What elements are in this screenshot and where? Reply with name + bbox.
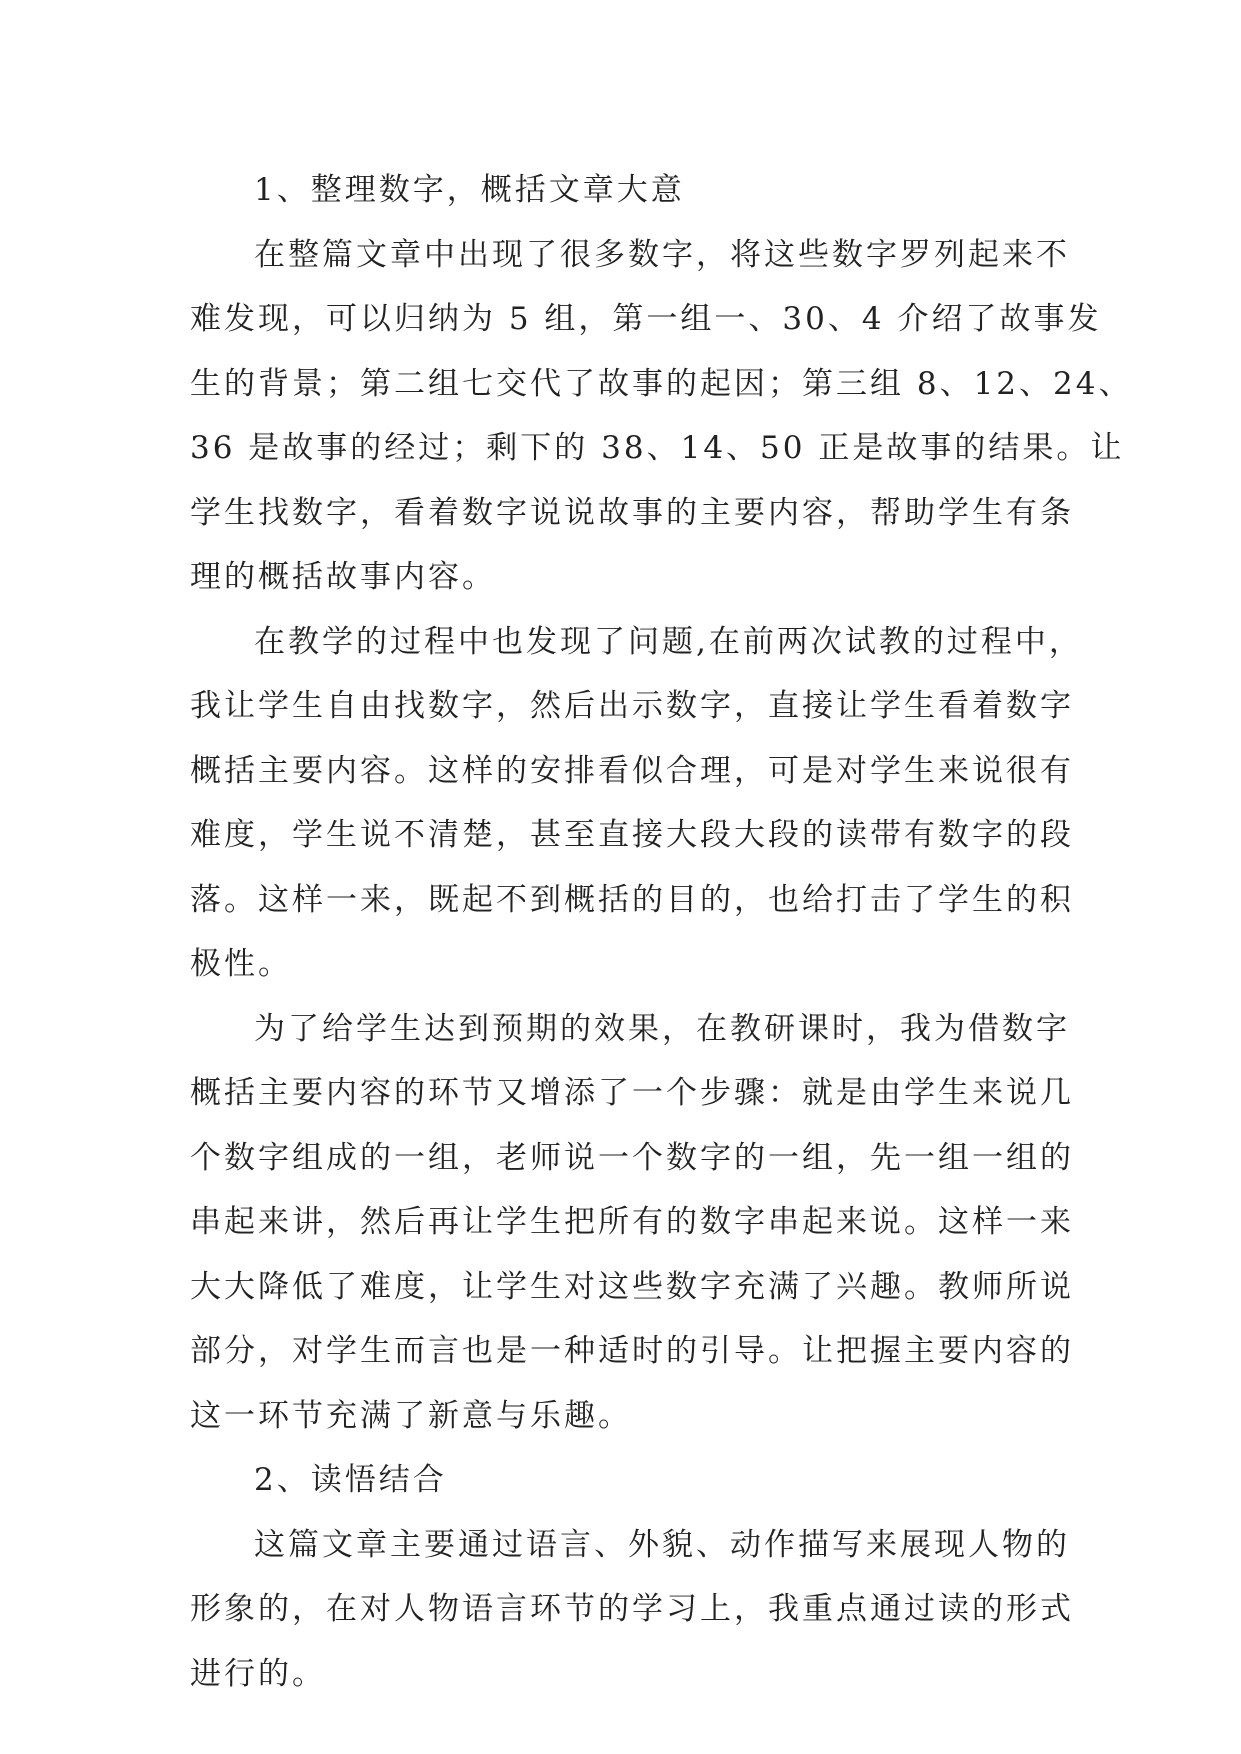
section-heading-1 xyxy=(190,158,1052,223)
paragraph-3 xyxy=(190,997,1074,1449)
paragraph-line: 落。这样一来，既起不到概括的目的，也给打击了学生的积 xyxy=(190,881,1074,918)
paragraph-line: 概括主要内容。这样的安排看似合理，可是对学生来说很有 xyxy=(190,752,1074,789)
paragraph-line: 36 是故事的经过；剩下的 38、14、50 正是故事的结果。让 xyxy=(190,430,1125,466)
document-body xyxy=(190,158,1133,1706)
paragraph-1 xyxy=(190,223,1133,610)
paragraph-line: 理的概括故事内容。 xyxy=(190,559,496,595)
paragraph-line: 这一环节充满了新意与乐趣。 xyxy=(190,1397,632,1434)
section-heading-2 xyxy=(190,1448,1052,1513)
paragraph-line: 概括主要内容的环节又增添了一个步骤：就是由学生来说几 xyxy=(190,1075,1074,1111)
paragraph-line: 难度，学生说不清楚，甚至直接大段大段的读带有数字的段 xyxy=(190,817,1074,853)
paragraph-line: 形象的，在对人物语言环节的学习上，我重点通过读的形式 xyxy=(190,1591,1074,1627)
paragraph-line: 串起来讲，然后再让学生把所有的数字串起来说。这样一来 xyxy=(190,1204,1074,1240)
heading-line: 2、读悟结合 xyxy=(254,1462,447,1498)
paragraph-line: 极性。 xyxy=(190,946,292,982)
paragraph-line: 这篇文章主要通过语言、外貌、动作描写来展现人物的 xyxy=(254,1526,1070,1563)
paragraph-line: 学生找数字，看着数字说说故事的主要内容，帮助学生有条 xyxy=(190,494,1074,531)
paragraph-line: 生的背景；第二组七交代了故事的起因；第三组 8、12、24、 xyxy=(190,365,1133,402)
paragraph-line: 大大降低了难度，让学生对这些数字充满了兴趣。教师所说 xyxy=(190,1268,1074,1305)
paragraph-line: 为了给学生达到预期的效果，在教研课时，我为借数字 xyxy=(254,1010,1070,1047)
heading-line: 1、整理数字，概括文章大意 xyxy=(254,172,685,208)
paragraph-line: 部分，对学生而言也是一种适时的引导。让把握主要内容的 xyxy=(190,1333,1074,1369)
paragraph-line: 我让学生自由找数字，然后出示数字，直接让学生看着数字 xyxy=(190,688,1074,724)
paragraph-4 xyxy=(190,1513,1074,1707)
paragraph-line: 难发现，可以归纳为 5 组，第一组一、30、4 介绍了故事发 xyxy=(190,301,1102,337)
paragraph-line: 在教学的过程中也发现了问题,在前两次试教的过程中， xyxy=(254,623,1083,660)
paragraph-line: 个数字组成的一组，老师说一个数字的一组，先一组一组的 xyxy=(190,1139,1074,1176)
paragraph-2 xyxy=(190,610,1083,997)
paragraph-line: 进行的。 xyxy=(190,1655,326,1692)
paragraph-line: 在整篇文章中出现了很多数字，将这些数字罗列起来不 xyxy=(254,236,1070,273)
